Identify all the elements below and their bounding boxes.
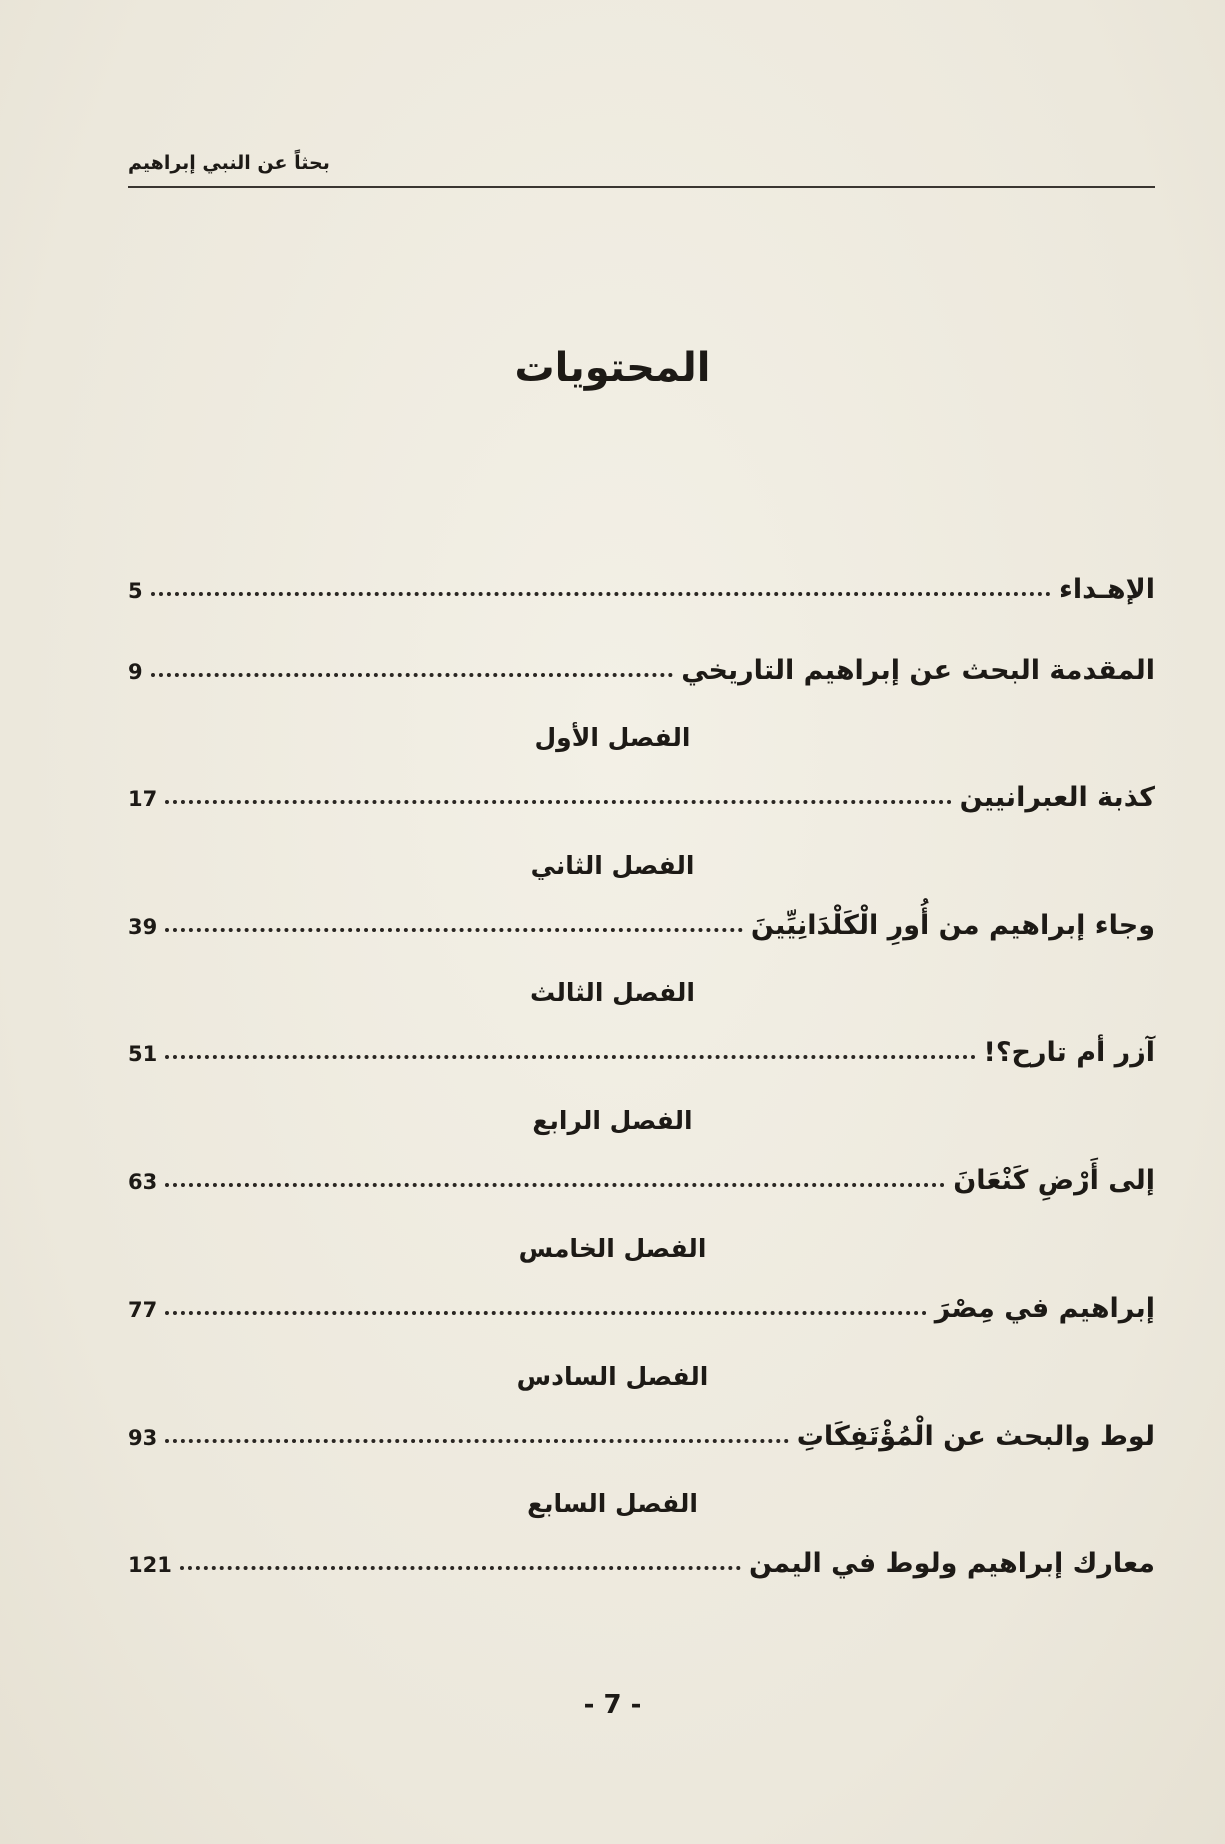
toc-leader-dots (151, 673, 674, 677)
toc-entry-chapter-2 (128, 898, 1155, 942)
chapter-heading: الفصل السادس (516, 1362, 709, 1391)
toc-entry-page: 77 (128, 1297, 158, 1322)
toc-entry-page: 5 (128, 578, 143, 603)
toc-leader-dots (165, 928, 743, 932)
toc-leader-dots (165, 1055, 975, 1059)
toc-entry-chapter-7 (128, 1536, 1155, 1580)
toc-entry-chapter-4 (128, 1153, 1155, 1197)
toc-entry-page: 39 (128, 914, 158, 939)
toc-entry-title: إبراهيم في مِصْرَ (934, 1292, 1155, 1324)
toc-entry-title: الإهـداء (1059, 573, 1155, 605)
page-number: - 7 - (583, 1690, 642, 1720)
toc-leader-dots (165, 1311, 926, 1315)
toc-entry-page: 51 (128, 1041, 158, 1066)
chapter-heading: الفصل الثالث (529, 978, 695, 1007)
toc-entry-introduction (128, 643, 1155, 687)
toc-leader-dots (165, 1439, 789, 1443)
toc-entry-title: المقدمة البحث عن إبراهيم التاريخي (681, 654, 1155, 686)
toc-entry-chapter-1 (128, 770, 1155, 814)
toc-entry-page: 9 (128, 659, 143, 684)
toc-leader-dots (165, 800, 951, 804)
chapter-heading: الفصل الخامس (518, 1234, 707, 1263)
chapter-heading: الفصل الثاني (530, 851, 695, 880)
running-head-title: بحثاً عن النبي إبراهيم (128, 152, 330, 174)
toc-entry-title: معارك إبراهيم ولوط في اليمن (748, 1547, 1155, 1579)
contents-title: المحتويات (514, 345, 711, 391)
toc-entry-page: 63 (128, 1169, 158, 1194)
chapter-heading: الفصل الرابع (532, 1106, 693, 1135)
running-head (128, 150, 1155, 188)
toc-leader-dots (165, 1183, 945, 1187)
toc-entry-dedication (128, 562, 1155, 606)
toc-entry-chapter-6 (128, 1409, 1155, 1453)
toc-leader-dots (180, 1566, 741, 1570)
toc-entry-title: لوط والبحث عن الْمُؤْتَفِكَاتِ (796, 1420, 1155, 1452)
toc-entry-title: آزر أم تارح؟! (983, 1036, 1155, 1068)
toc-entry-title: إلى أَرْضِ كَنْعَانَ (953, 1164, 1155, 1196)
chapter-heading: الفصل الأول (534, 723, 691, 752)
toc-entry-page: 93 (128, 1425, 158, 1450)
toc-entry-page: 17 (128, 786, 158, 811)
toc-entry-chapter-3 (128, 1025, 1155, 1069)
toc-leader-dots (151, 592, 1051, 596)
toc-entry-chapter-5 (128, 1281, 1155, 1325)
toc-entry-title: كذبة العبرانيين (959, 781, 1155, 813)
toc-entry-page: 121 (128, 1552, 172, 1577)
toc-entry-title: وجاء إبراهيم من أُورِ الْكَلْدَانِيِّينَ (750, 909, 1155, 941)
chapter-heading: الفصل السابع (527, 1489, 698, 1518)
